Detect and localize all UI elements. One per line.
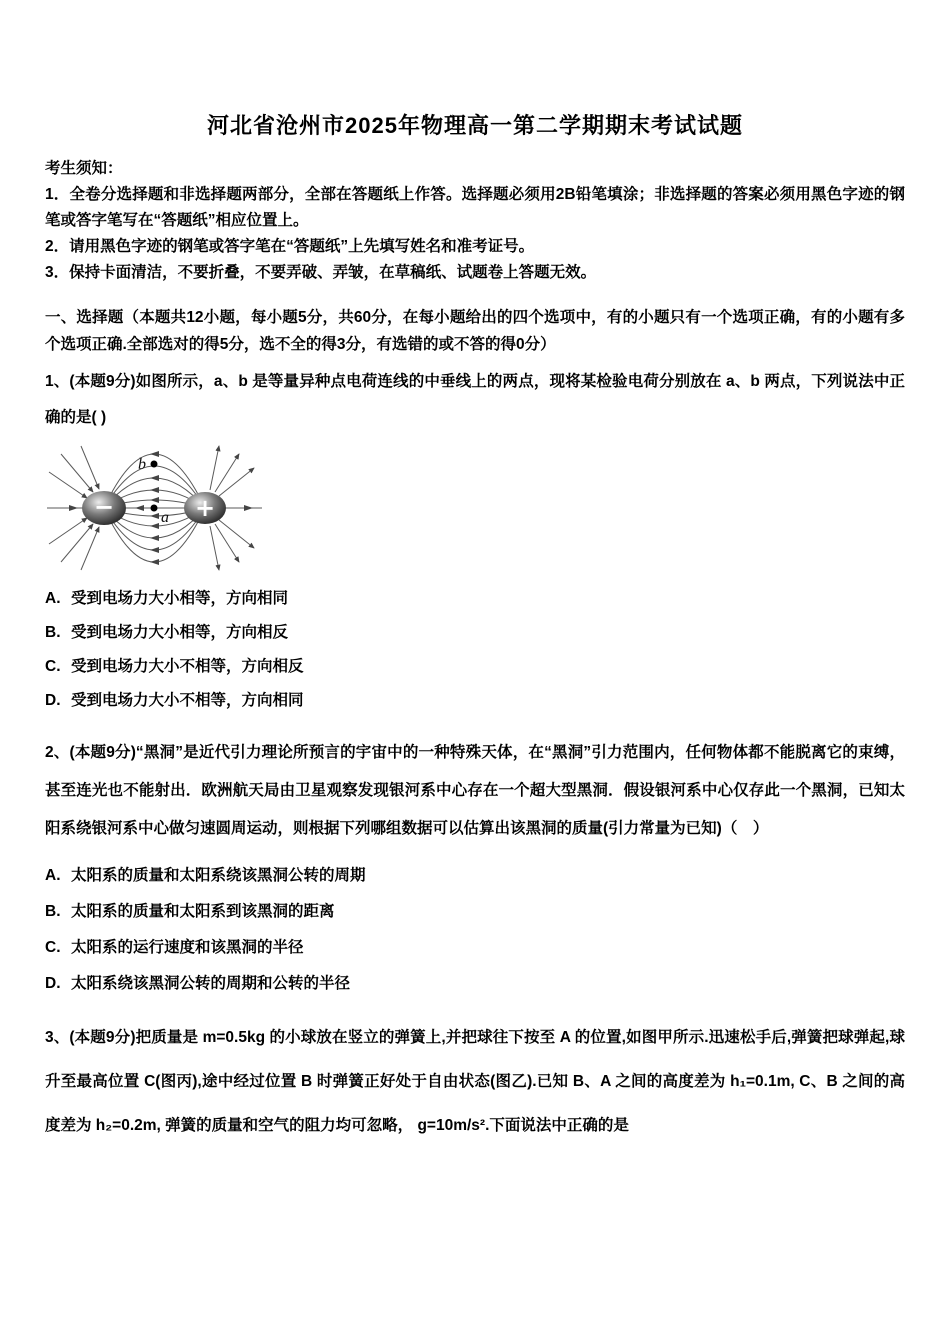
option-text: 受到电场力大小相等，方向相反 xyxy=(71,624,289,641)
option-text: 太阳系的质量和太阳系到该黑洞的距离 xyxy=(71,903,335,920)
notice-heading: 考生须知： xyxy=(45,160,123,177)
notice-item-1: 1．全卷分选择题和非选择题两部分，全部在答题纸上作答。选择题必须用2B铅笔填涂；非选择题的答案必须用黑色字迹的钢笔或答字笔写在“答题纸”相应位置上。 xyxy=(45,186,905,229)
question-1-option-c xyxy=(45,650,905,684)
option-text: 太阳系绕该黑洞公转的周期和公转的半径 xyxy=(71,975,351,992)
question-2-option-d xyxy=(45,966,905,1002)
field-lines-figure xyxy=(47,444,262,572)
point-b-dot xyxy=(151,461,158,468)
question-1-options xyxy=(45,582,905,718)
option-letter: A. xyxy=(45,867,61,884)
notice-item-3: 3．保持卡面清洁，不要折叠，不要弄破、弄皱，在草稿纸、试题卷上答题无效。 xyxy=(45,264,597,281)
option-letter: D. xyxy=(45,692,61,709)
option-letter: C. xyxy=(45,658,61,675)
question-2-option-a xyxy=(45,858,905,894)
question-1-option-a xyxy=(45,582,905,616)
question-1-option-d xyxy=(45,684,905,718)
option-letter: A. xyxy=(45,590,61,607)
notice-item-2: 2．请用黑色字迹的钢笔或答字笔在“答题纸”上先填写姓名和准考证号。 xyxy=(45,238,535,255)
question-2-option-b xyxy=(45,894,905,930)
field-lines-svg xyxy=(47,444,262,572)
option-letter: C. xyxy=(45,939,61,956)
option-letter: B. xyxy=(45,903,61,920)
question-3-stem: 3、(本题9分)把质量是 m=0.5kg 的小球放在竖立的弹簧上,并把球往下按至 A 的位置,如图甲所示.迅速松手后,弹簧把球弹起,球升至最高位置 C(图丙),途中经过位置 B 时弹簧正好处于自由状态(图乙).已知 B、A 之间的高度差为 h₁=0.1m, C、B 之间的高度差为 h₂=0.2m, 弹簧的质量和空气的阻力均可忽略， g=10m/s².下面说法中正确的是 xyxy=(45,1029,905,1134)
option-text: 受到电场力大小相等，方向相同 xyxy=(71,590,289,607)
question-2-options xyxy=(45,858,905,1002)
point-a-label: a xyxy=(161,509,169,526)
question-1-stem: 1、(本题9分)如图所示，a、b 是等量异种点电荷连线的中垂线上的两点，现将某检验电荷分别放在 a、b 两点，下列说法中正确的是( ) xyxy=(45,373,905,426)
page-title: 河北省沧州市2025年物理高一第二学期期末考试试题 xyxy=(207,113,743,138)
question-2-option-c xyxy=(45,930,905,966)
question-2-stem: 2、(本题9分)“黑洞”是近代引力理论所预言的宇宙中的一种特殊天体，在“黑洞”引力范围内，任何物体都不能脱离它的束缚，甚至连光也不能射出．欧洲航天局由卫星观察发现银河系中心存在一个超大型黑洞．假设银河系中心仅存此一个黑洞，已知太阳系绕银河系中心做匀速圆周运动，则根据下列哪组数据可以估算出该黑洞的质量(引力常量为已知)（ ） xyxy=(45,744,905,837)
point-b-label: b xyxy=(138,456,146,473)
option-text: 受到电场力大小不相等，方向相反 xyxy=(71,658,304,675)
point-a-dot xyxy=(151,505,158,512)
positive-sign: + xyxy=(194,494,216,522)
section-1-heading: 一、选择题（本题共12小题，每小题5分，共60分，在每小题给出的四个选项中，有的小题只有一个选项正确，有的小题有多个选项正确.全部选对的得5分，选不全的得3分，有选错的或不答的得0分） xyxy=(45,309,905,353)
option-text: 太阳系的质量和太阳系绕该黑洞公转的周期 xyxy=(71,867,366,884)
question-1-option-b xyxy=(45,616,905,650)
option-text: 受到电场力大小不相等，方向相同 xyxy=(71,692,304,709)
negative-sign: − xyxy=(93,493,115,521)
option-text: 太阳系的运行速度和该黑洞的半径 xyxy=(71,939,304,956)
option-letter: D. xyxy=(45,975,61,992)
option-letter: B. xyxy=(45,624,61,641)
